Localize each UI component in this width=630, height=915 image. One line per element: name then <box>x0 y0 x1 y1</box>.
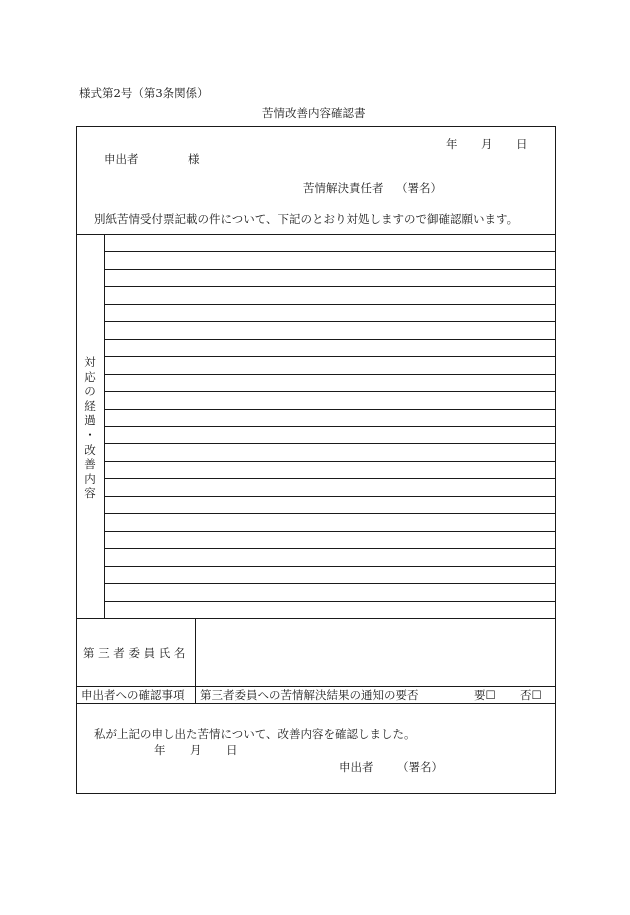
document-title: 苦情改善内容確認書 <box>262 106 366 120</box>
response-label-char: 容 <box>84 486 96 501</box>
response-line[interactable] <box>104 251 556 252</box>
option-no-label: 否 <box>520 688 532 702</box>
response-line[interactable] <box>104 583 556 584</box>
option-yes-label: 要 <box>474 688 486 702</box>
response-line[interactable] <box>104 374 556 375</box>
officer-sign-label: （署名） <box>396 181 442 195</box>
response-label-char: 応 <box>84 369 96 384</box>
confirmation-label: 申出者への確認事項 <box>81 688 185 702</box>
response-line[interactable] <box>104 461 556 462</box>
option-no-checkbox[interactable]: ☐ <box>531 688 542 702</box>
response-line[interactable] <box>104 409 556 410</box>
response-label-char: 対 <box>84 355 96 369</box>
bottom-date-month-label: 月 <box>190 743 202 757</box>
committee-label: 第 三 者 委 員 氏 名 <box>83 646 186 660</box>
response-line[interactable] <box>104 478 556 479</box>
response-line[interactable] <box>104 321 556 322</box>
response-section-label <box>76 355 104 501</box>
top-section-divider <box>76 234 556 235</box>
notice-text: 別紙苦情受付票記載の件について、下記のとおり対処しますので御確認願います。 <box>94 212 519 226</box>
response-label-char: の <box>84 384 96 399</box>
response-line[interactable] <box>104 548 556 549</box>
committee-row-divider <box>76 686 556 687</box>
form-number: 様式第2号（第3条関係） <box>79 86 209 100</box>
response-line[interactable] <box>104 496 556 497</box>
response-label-char: 内 <box>84 471 96 486</box>
option-no[interactable] <box>520 688 542 702</box>
option-yes-checkbox[interactable]: ☐ <box>485 688 496 702</box>
response-line[interactable] <box>104 426 556 427</box>
honorific-label: 様 <box>188 152 200 166</box>
bottom-date-year-label: 年 <box>154 743 166 757</box>
officer-label: 苦情解決責任者 <box>303 181 384 195</box>
date-year-label: 年 <box>446 137 458 151</box>
date-month-label: 月 <box>481 137 493 151</box>
response-line[interactable] <box>104 391 556 392</box>
confirmation-divider <box>195 686 196 703</box>
response-line[interactable] <box>104 566 556 567</box>
response-label-char: 経 <box>84 398 96 413</box>
response-line[interactable] <box>104 304 556 305</box>
confirmation-question: 第三者委員への苦情解決結果の通知の要否 <box>200 688 419 702</box>
bottom-applicant-sign-label: （署名） <box>397 760 443 774</box>
response-label-char: 過 <box>84 413 96 428</box>
response-line[interactable] <box>104 531 556 532</box>
response-label-char: ・ <box>84 427 96 442</box>
bottom-applicant-label: 申出者 <box>339 760 374 774</box>
committee-name-field[interactable] <box>196 619 555 685</box>
response-label-char: 改 <box>84 442 96 457</box>
response-line[interactable] <box>104 443 556 444</box>
option-yes[interactable] <box>474 688 496 702</box>
bottom-date-day-label: 日 <box>226 743 238 757</box>
response-label-char: 善 <box>84 457 96 472</box>
response-line[interactable] <box>104 269 556 270</box>
response-line[interactable] <box>104 356 556 357</box>
date-day-label: 日 <box>516 137 528 151</box>
response-line[interactable] <box>104 339 556 340</box>
response-line[interactable] <box>104 601 556 602</box>
confirmation-row-divider <box>76 703 556 704</box>
applicant-label: 申出者 <box>104 152 139 166</box>
response-line[interactable] <box>104 286 556 287</box>
response-line[interactable] <box>104 513 556 514</box>
confirmation-statement: 私が上記の申し出た苦情について、改善内容を確認しました。 <box>94 727 416 741</box>
